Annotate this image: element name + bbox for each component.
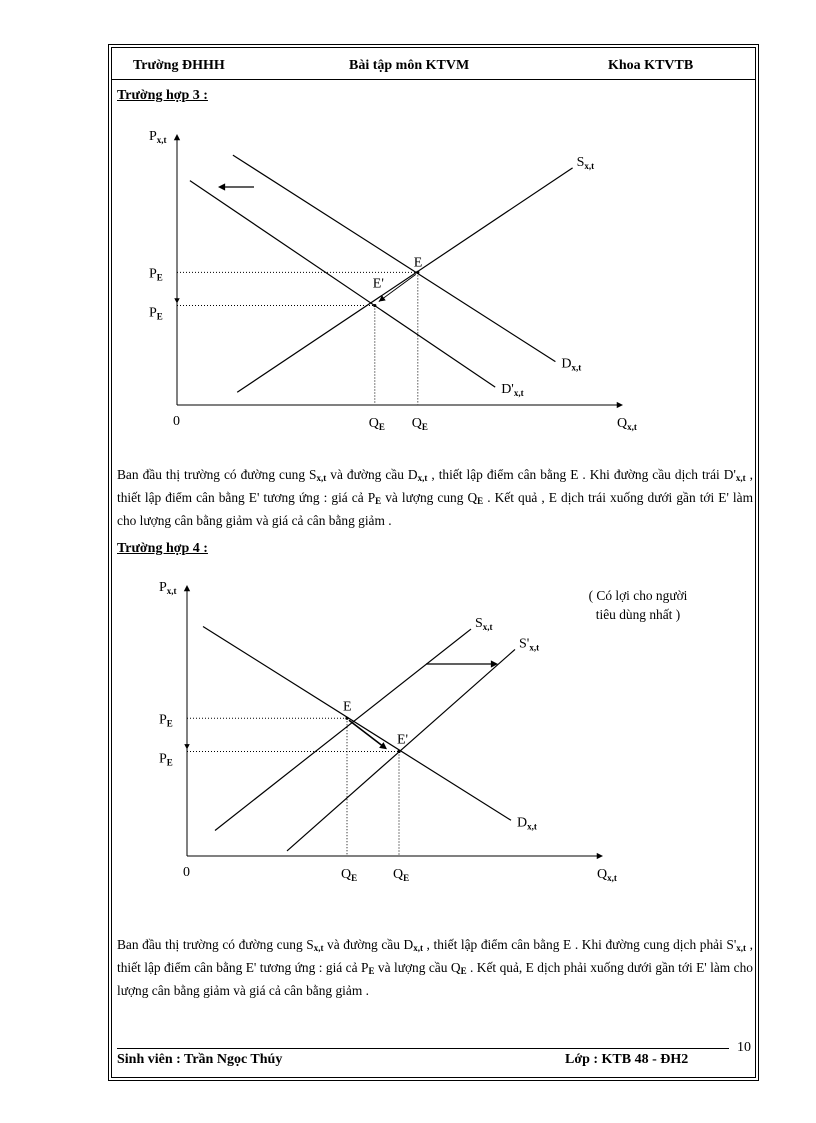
quantity-tick-label: $Q_E$ [411, 416, 428, 432]
header-subject: Bài tập môn KTVM [349, 58, 470, 73]
case3-paragraph [117, 465, 753, 530]
shift-arrow-line [379, 274, 416, 301]
point-label-eprime: E' [397, 732, 409, 748]
case4-paragraph [117, 935, 753, 1000]
demand-shift-arrow-head [218, 183, 225, 190]
case4-para-text: và lượng cầu Q [374, 960, 461, 975]
point-label-e: E [343, 699, 352, 715]
shift-arrow-line [349, 720, 383, 746]
case3-para-subscript: x,t [417, 473, 428, 483]
shift-arrow-head [379, 742, 387, 749]
curve-s [237, 168, 572, 392]
footer-rule [117, 1048, 729, 1049]
case4-para-subscript: x,t [736, 943, 747, 953]
case3-para-subscript: E [477, 496, 484, 506]
point-e [416, 271, 419, 274]
case4-para-text: và đường cầu D [323, 937, 414, 952]
y-axis-label: $P_{x,t}$ [159, 580, 177, 596]
quantity-tick-label: $Q_E$ [341, 867, 358, 883]
header-faculty: Khoa KTVTB [608, 58, 694, 73]
quantity-tick-label: $Q_E$ [368, 416, 385, 432]
curve-s [215, 629, 471, 830]
case4-para-text: , thiết lập điểm cân bằng E' tương ứng : giá cả P [117, 937, 753, 975]
case3-para-subscript: x,t [316, 473, 327, 483]
curve-d [203, 627, 511, 821]
curve-label-s: $S_{x,t}$ [475, 616, 493, 633]
x-axis-label: $Q_{x,t}$ [617, 416, 637, 432]
y-axis-arrow [174, 134, 180, 140]
origin-label: 0 [173, 414, 180, 429]
price-tick-label: $P_E$ [159, 751, 173, 768]
case4-para-subscript: E [368, 966, 375, 976]
header-rule [112, 79, 755, 80]
curve-label-dprime: $D'_{x,t}$ [501, 382, 524, 399]
footer-student: Sinh viên : Trần Ngọc Thúy [117, 1052, 283, 1067]
point-e [345, 717, 348, 720]
case3-para-text: và đường cầu D [326, 467, 418, 482]
case3-chart [130, 128, 637, 438]
price-tick-label: $P_E$ [149, 305, 163, 322]
curve-label-sprime: $S'_{x,t}$ [519, 636, 540, 653]
curve-d [233, 155, 556, 362]
case4-para-text: , thiết lập điểm cân bằng E . Khi đường cung dịch phải S' [422, 937, 737, 952]
point-label-eprime: E' [372, 276, 384, 292]
case3-title: Trường hợp 3 : [117, 88, 208, 103]
case3-para-text: , thiết lập điểm cân bằng E . Khi đường cầu dịch trái D' [427, 467, 736, 482]
footer-class: Lớp : KTB 48 - ĐH2 [565, 1052, 689, 1067]
case4-para-subscript: E [460, 966, 467, 976]
point-label-e: E [413, 255, 423, 271]
header-school: Trường ĐHHH [133, 58, 225, 73]
point-eprime [397, 750, 400, 753]
y-axis-label: $P_{x,t}$ [149, 129, 167, 145]
case4-chart [130, 570, 630, 890]
x-axis-arrow [617, 402, 623, 408]
y-axis-arrow [184, 585, 190, 591]
price-tick-label: $P_E$ [149, 266, 163, 283]
x-axis-label: $Q_{x,t}$ [597, 867, 617, 883]
case4-para-subscript: x,t [413, 943, 423, 953]
case3-para-subscript: E [375, 496, 382, 506]
case4-para-text: . Kết quả, E dịch phải xuống dưới gần tới E' làm cho lượng cân bằng giảm và giá cả cân bằng giảm . [117, 960, 753, 998]
origin-label: 0 [183, 865, 190, 880]
curve-sprime [287, 649, 515, 850]
quantity-tick-label: $Q_E$ [393, 867, 410, 883]
case3-para-text: . Kết quả , E dịch trái xuống dưới gần tới E' làm cho lượng cân bằng giảm và giá cả cân bằng giảm . [117, 490, 753, 528]
price-tick-label: $P_E$ [159, 712, 173, 729]
curve-label-s: $S_{x,t}$ [576, 154, 595, 171]
case4-para-subscript: x,t [313, 943, 324, 953]
curve-dprime [190, 181, 495, 388]
supply-shift-arrow-head [491, 660, 498, 667]
page-number: 10 [737, 1040, 751, 1055]
x-axis-arrow [597, 853, 603, 859]
case4-title: Trường hợp 4 : [117, 541, 208, 556]
curve-label-d: $D_{x,t}$ [561, 356, 582, 373]
case3-para-text: và lượng cung Q [381, 490, 478, 505]
point-eprime [373, 304, 376, 307]
case4-note-line1: ( Có lợi cho người [588, 588, 688, 603]
case4-para-text: Ban đầu thị trường có đường cung S [117, 937, 314, 952]
case4-note-line2: tiêu dùng nhất ) [595, 607, 681, 622]
price-drop-arrow [184, 744, 189, 749]
case3-para-text: , thiết lập điểm cân bằng E' tương ứng : giá cả P [117, 467, 753, 505]
case3-para-text: Ban đầu thị trường có đường cung S [117, 467, 317, 482]
case3-para-subscript: x,t [735, 473, 746, 483]
price-drop-arrow [174, 298, 179, 303]
curve-label-d: $D_{x,t}$ [517, 815, 537, 832]
